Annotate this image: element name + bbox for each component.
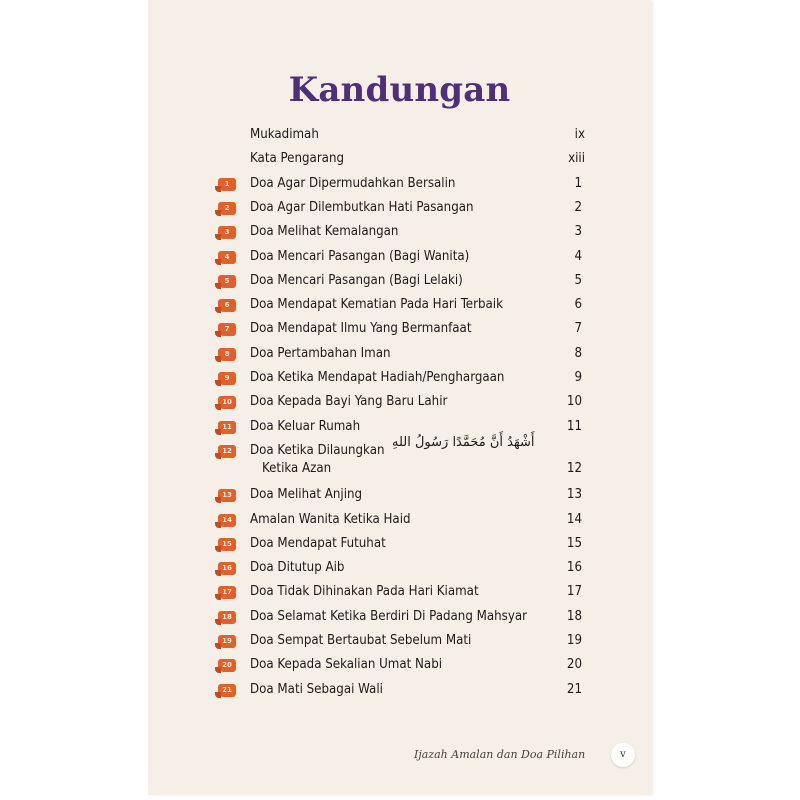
toc-row	[148, 558, 651, 580]
toc-page-number: 12	[566, 460, 582, 476]
toc-entry-label: Doa Mencari Pasangan (Bagi Wanita)	[250, 248, 470, 264]
toc-page-number: 20	[566, 657, 582, 673]
toc-entry-label: Doa Ketika Mendapat Hadiah/Penghargaan	[250, 370, 505, 385]
chapter-number-badge: 13	[218, 489, 236, 502]
toc-entry-label: Doa Mati Sebagai Wali	[250, 681, 383, 697]
page-title: Kandungan	[288, 70, 511, 110]
toc-entry-label: Doa Selamat Ketika Berdiri Di Padang Mahsyar	[250, 608, 528, 624]
toc-page-number: 10	[566, 394, 582, 410]
toc-row	[148, 434, 651, 485]
toc-row	[148, 485, 651, 507]
arabic-text: أَشْهَدُ أَنَّ مُحَمَّدًا رَسُولُ اللهِ	[392, 434, 535, 450]
toc-entry-label: Doa Ketika Dilaungkan	[250, 442, 385, 458]
toc-page-number: 8	[574, 345, 582, 361]
footer-book-title: Ijazah Amalan dan Doa Pilihan	[414, 748, 586, 761]
toc-row	[148, 222, 651, 244]
toc-row	[148, 271, 651, 293]
toc-entry-label: Doa Mendapat Ilmu Yang Bermanfaat	[250, 321, 472, 337]
toc-page-number: 4	[574, 248, 582, 264]
chapter-number-badge: 2	[218, 202, 236, 215]
toc-entry-label: Doa Pertambahan Iman	[250, 345, 391, 361]
toc-row	[148, 344, 651, 366]
page-number-badge: v	[611, 743, 635, 767]
chapter-number-badge: 5	[218, 275, 236, 288]
toc-entry-label: Doa Kepada Bayi Yang Baru Lahir	[250, 394, 448, 410]
toc-row	[148, 510, 651, 532]
toc-front-row	[148, 149, 651, 171]
toc-entry-label: Doa Melihat Kemalangan	[250, 224, 399, 240]
toc-row	[148, 680, 651, 702]
toc-entry-label: Mukadimah	[250, 127, 319, 142]
toc-row	[148, 582, 651, 604]
toc-page-number: 16	[566, 560, 582, 576]
toc-entry-label: Doa Agar Dilembutkan Hati Pasangan	[250, 199, 474, 215]
toc-entry-label: Doa Agar Dipermudahkan Bersalin	[250, 175, 456, 191]
toc-entry-label: Amalan Wanita Ketika Haid	[250, 511, 411, 527]
toc-row	[148, 198, 651, 220]
chapter-number-badge: 3	[218, 226, 236, 239]
chapter-number-badge: 19	[218, 635, 236, 648]
toc-entry-label: Doa Tidak Dihinakan Pada Hari Kiamat	[250, 584, 479, 600]
chapter-number-badge: 10	[218, 396, 236, 409]
chapter-number-badge: 4	[218, 251, 236, 264]
chapter-number-badge: 1	[218, 178, 236, 191]
toc-entry-label: Kata Pengarang	[250, 151, 345, 167]
toc-row	[148, 392, 651, 414]
toc-page-number: 6	[574, 297, 582, 313]
toc-page-number: 2	[574, 199, 582, 215]
toc-page-number: 15	[566, 535, 582, 551]
toc-page-number: 17	[566, 584, 582, 600]
chapter-number-badge: 21	[218, 684, 236, 697]
toc-page-number: 5	[574, 272, 582, 288]
toc-entry-label: Doa Mencari Pasangan (Bagi Lelaki)	[250, 272, 463, 288]
toc-row	[148, 368, 651, 390]
toc-page-number: 21	[566, 681, 582, 697]
chapter-number-badge: 18	[218, 611, 236, 624]
chapter-number-badge: 6	[218, 299, 236, 312]
toc-page-number: xiii	[568, 151, 585, 167]
toc-entry-label-continued: Ketika Azan	[262, 460, 332, 476]
toc-page-number: 7	[574, 321, 582, 337]
chapter-number-badge: 20	[218, 659, 236, 672]
toc-row	[148, 655, 651, 677]
book-page	[148, 0, 651, 795]
toc-entry-label: Doa Kepada Sekalian Umat Nabi	[250, 657, 443, 673]
toc-entry-label: Doa Melihat Anjing	[250, 487, 363, 503]
toc-page-number: 14	[566, 511, 582, 527]
toc-page-number: 11	[566, 418, 582, 434]
chapter-number-badge: 12	[218, 445, 236, 458]
toc-entry-label: Doa Keluar Rumah	[250, 418, 361, 434]
chapter-number-badge: 7	[218, 323, 236, 336]
toc-row	[148, 607, 651, 629]
chapter-number-badge: 17	[218, 586, 236, 599]
chapter-number-badge: 9	[218, 372, 236, 385]
toc-page-number: 9	[574, 370, 582, 385]
toc-row	[148, 174, 651, 196]
chapter-number-badge: 11	[218, 421, 236, 434]
chapter-number-badge: 14	[218, 514, 236, 527]
toc-row	[148, 295, 651, 317]
toc-front-row	[148, 125, 651, 147]
toc-entry-label: Doa Mendapat Futuhat	[250, 535, 386, 551]
toc-row	[148, 247, 651, 269]
toc-page-number: 19	[566, 633, 582, 648]
toc-page-number: 3	[574, 224, 582, 240]
chapter-number-badge: 16	[218, 562, 236, 575]
toc-page-number: 13	[566, 487, 582, 503]
toc-row	[148, 319, 651, 341]
chapter-number-badge: 15	[218, 538, 236, 551]
table-of-contents	[148, 0, 651, 795]
toc-entry-label: Doa Sempat Bertaubat Sebelum Mati	[250, 633, 472, 648]
toc-entry-label: Doa Mendapat Kematian Pada Hari Terbaik	[250, 297, 503, 313]
toc-page-number: ix	[574, 127, 585, 142]
toc-page-number: 1	[574, 175, 582, 191]
toc-row	[148, 631, 651, 653]
toc-row	[148, 534, 651, 556]
toc-page-number: 18	[566, 608, 582, 624]
chapter-number-badge: 8	[218, 348, 236, 361]
toc-entry-label: Doa Ditutup Aib	[250, 560, 345, 576]
